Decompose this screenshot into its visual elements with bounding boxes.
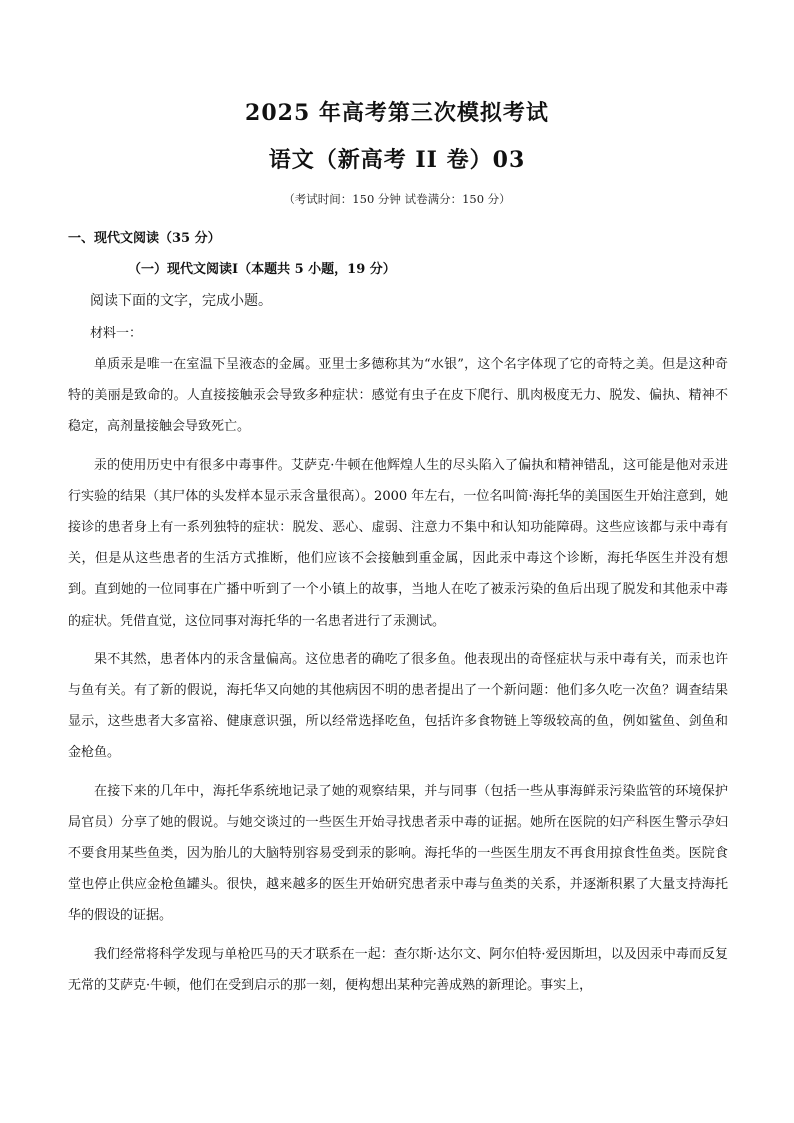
exam-info: （考试时间：150 分钟 试卷满分：150 分）: [283, 192, 511, 206]
material-label: 材料一：: [90, 326, 143, 341]
subsection-heading: （一）现代文阅读Ⅰ（本题共 5 小题，19 分）: [128, 262, 396, 277]
exam-title: 2025 年高考第三次模拟考试: [245, 100, 549, 126]
section-heading: 一、现代文阅读（35 分）: [68, 231, 221, 246]
passage-paragraph: 我们经常将科学发现与单枪匹马的天才联系在一起：查尔斯·达尔文、阿尔伯特·爱因斯坦，以及因汞中毒而反复无常的艾萨克·牛顿，他们在受到启示的那一刻，便构想出某种完善成熟的新理论。事实上，: [68, 946, 728, 993]
passage-paragraph: 果不其然，患者体内的汞含量偏高。这位患者的确吃了很多鱼。他表现出的奇怪症状与汞中毒有关，而汞也许与鱼有关。有了新的假说，海托华又向她的其他病因不明的患者提出了一个新问题：他们多久吃一次鱼？调查结果显示，这些患者大多富裕、健康意识强，所以经常选择吃鱼，包括许多食物链上等级较高的鱼，例如鲨鱼、剑鱼和金枪鱼。: [68, 651, 728, 761]
reading-instruction: 阅读下面的文字，完成小题。: [90, 293, 272, 309]
exam-subtitle: 语文（新高考 II 卷）03: [268, 147, 526, 173]
passage-paragraph: 汞的使用历史中有很多中毒事件。艾萨克·牛顿在他辉煌人生的尽头陷入了偏执和精神错乱，这可能是他对汞进行实验的结果（其尸体的头发样本显示汞含量很高）。2000 年左右，一位名叫简·海托华的美国医生开始注意到，她接诊的患者身上有一系列独特的症状：脱发、恶心、虚弱、注意力不集中和认知功能障碍。这些应该都与汞中毒有关，但是从这些患者的生活方式推断，他们应该不会接触到重金属，因此汞中毒这个诊断，海托华医生并没有想到。直到她的一位同事在广播中听到了一个小镇上的故事，当地人在吃了被汞污染的鱼后出现了脱发和其他汞中毒的症状。凭借直觉，这位同事对海托华的一名患者进行了汞测试。: [68, 457, 728, 629]
passage-paragraph: 单质汞是唯一在室温下呈液态的金属。亚里士多德称其为“水银”，这个名字体现了它的奇特之美。但是这种奇特的美丽是致命的。人直接接触汞会导致多种症状：感觉有虫子在皮下爬行、肌肉极度无力、脱发、偏执、精神不稳定，高剂量接触会导致死亡。: [68, 357, 728, 435]
passage-body: [68, 349, 728, 1001]
passage-paragraph: 在接下来的几年中，海托华系统地记录了她的观察结果，并与同事（包括一些从事海鲜汞污染监管的环境保护局官员）分享了她的假说。与她交谈过的一些医生开始寻找患者汞中毒的证据。她所在医院的妇产科医生警示孕妇不要食用某些鱼类，因为胎儿的大脑特别容易受到汞的影响。海托华的一些医生朋友不再食用掠食性鱼类。医院食堂也停止供应金枪鱼罐头。很快，越来越多的医生开始研究患者汞中毒与鱼类的关系，并逐渐积累了大量支持海托华的假设的证据。: [68, 783, 728, 924]
